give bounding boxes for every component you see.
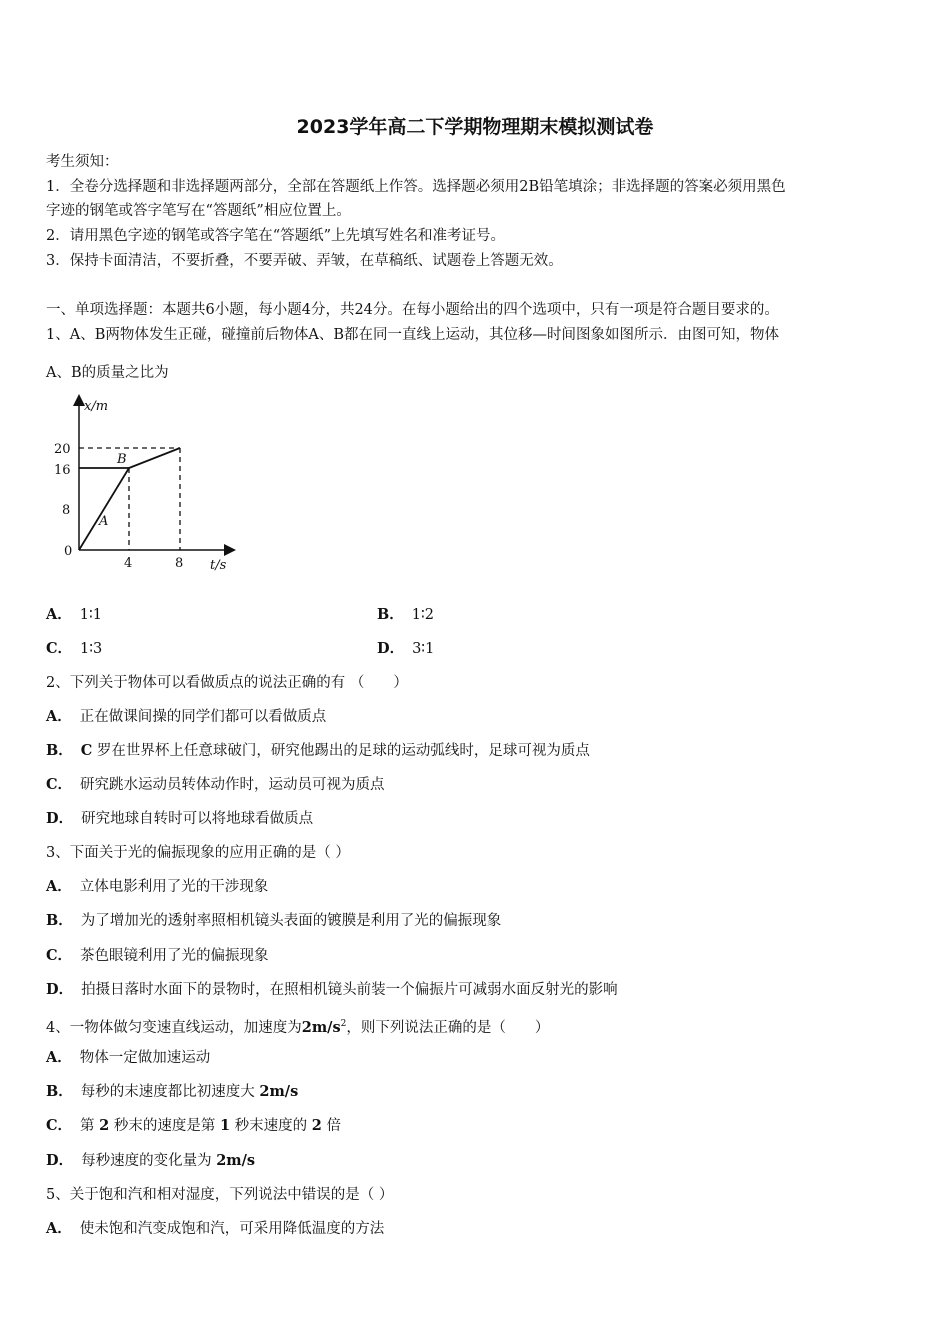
notice-line-1b: 字迹的钢笔或答字笔写在“答题纸”相应位置上。 [46, 203, 351, 219]
y-tick-16: 16 [54, 463, 71, 478]
y-tick-8: 8 [62, 503, 71, 518]
q3-option-a[interactable]: A． 立体电影利用了光的干涉现象 [46, 878, 269, 895]
q2-stem: 2、下列关于物体可以看做质点的说法正确的有 （ ） [46, 675, 408, 691]
q4-option-b[interactable]: B． 每秒的末速度都比初速度大 2m/s [46, 1083, 299, 1100]
x-axis-label: t/s [210, 558, 227, 573]
q2-option-d[interactable]: D． 研究地球自转时可以将地球看做质点 [46, 810, 314, 827]
y-axis-label: x/m [84, 399, 109, 414]
q2-option-a[interactable]: A． 正在做课间操的同学们都可以看做质点 [46, 708, 327, 725]
notice-heading: 考生须知： [46, 154, 119, 170]
q1-stem-1: 1、A、B两物体发生正碰，碰撞前后物体A、B都在同一直线上运动，其位移—时间图象如图所示．由图可知，物体 [46, 327, 779, 343]
q4-option-a[interactable]: A． 物体一定做加速运动 [46, 1049, 211, 1066]
line-a-before [79, 468, 129, 550]
q1-option-c[interactable]: C． 1∶3 [46, 640, 103, 657]
q2-option-b[interactable]: B． C 罗在世界杯上任意球破门，研究他踢出的足球的运动弧线时，足球可视为质点 [46, 742, 590, 759]
q3-stem: 3、下面关于光的偏振现象的应用正确的是（ ） [46, 845, 350, 861]
q4-option-d[interactable]: D． 每秒速度的变化量为 2m/s [46, 1152, 256, 1169]
q5-stem: 5、关于饱和汽和相对湿度，下列说法中错误的是（ ） [46, 1187, 394, 1203]
q1-option-a[interactable]: A． 1∶1 [46, 606, 102, 623]
q2-option-c[interactable]: C． 研究跳水运动员转体动作时，运动员可视为质点 [46, 776, 385, 793]
notice-line-2: 2．请用黑色字迹的钢笔或答字笔在“答题纸”上先填写姓名和准考证号。 [46, 228, 506, 244]
y-tick-20: 20 [54, 442, 71, 457]
notice-line-1: 1．全卷分选择题和非选择题两部分，全部在答题纸上作答。选择题必须用2B铅笔填涂；非选择题的答案必须用黑色 [46, 179, 786, 195]
q3-option-c[interactable]: C． 茶色眼镜利用了光的偏振现象 [46, 947, 269, 964]
line-after [129, 448, 180, 468]
q5-option-a[interactable]: A． 使未饱和汽变成饱和汽，可采用降低温度的方法 [46, 1220, 385, 1237]
exam-title: 2023学年高二下学期物理期末模拟测试卷 [296, 116, 654, 138]
label-a: A [99, 514, 109, 529]
q4-option-c[interactable]: C． 第 2 秒末的速度是第 1 秒末速度的 2 倍 [46, 1117, 341, 1134]
origin-label: 0 [64, 544, 73, 559]
x-tick-4: 4 [124, 556, 133, 571]
x-tick-8: 8 [175, 556, 184, 571]
q1-stem-2: A、B的质量之比为 [46, 365, 169, 381]
q3-option-b[interactable]: B． 为了增加光的透射率照相机镜头表面的镀膜是利用了光的偏振现象 [46, 912, 502, 929]
q3-option-d[interactable]: D． 拍摄日落时水面下的景物时，在照相机镜头前装一个偏振片可减弱水面反射光的影响 [46, 981, 618, 998]
section-heading: 一、单项选择题：本题共6小题，每小题4分，共24分。在每小题给出的四个选项中，只有一项是符合题目要求的。 [46, 302, 779, 318]
displacement-time-graph [52, 392, 242, 578]
q1-option-b[interactable]: B． 1∶2 [377, 606, 434, 623]
q4-stem: 4、一物体做匀变速直线运动，加速度为$2m/s^2$，则下列说法正确的是（ ） [46, 1018, 550, 1036]
q1-option-d[interactable]: D． 3∶1 [377, 640, 435, 657]
label-b: B [117, 452, 127, 467]
notice-line-3: 3．保持卡面清洁，不要折叠，不要弄破、弄皱，在草稿纸、试题卷上答题无效。 [46, 253, 563, 269]
